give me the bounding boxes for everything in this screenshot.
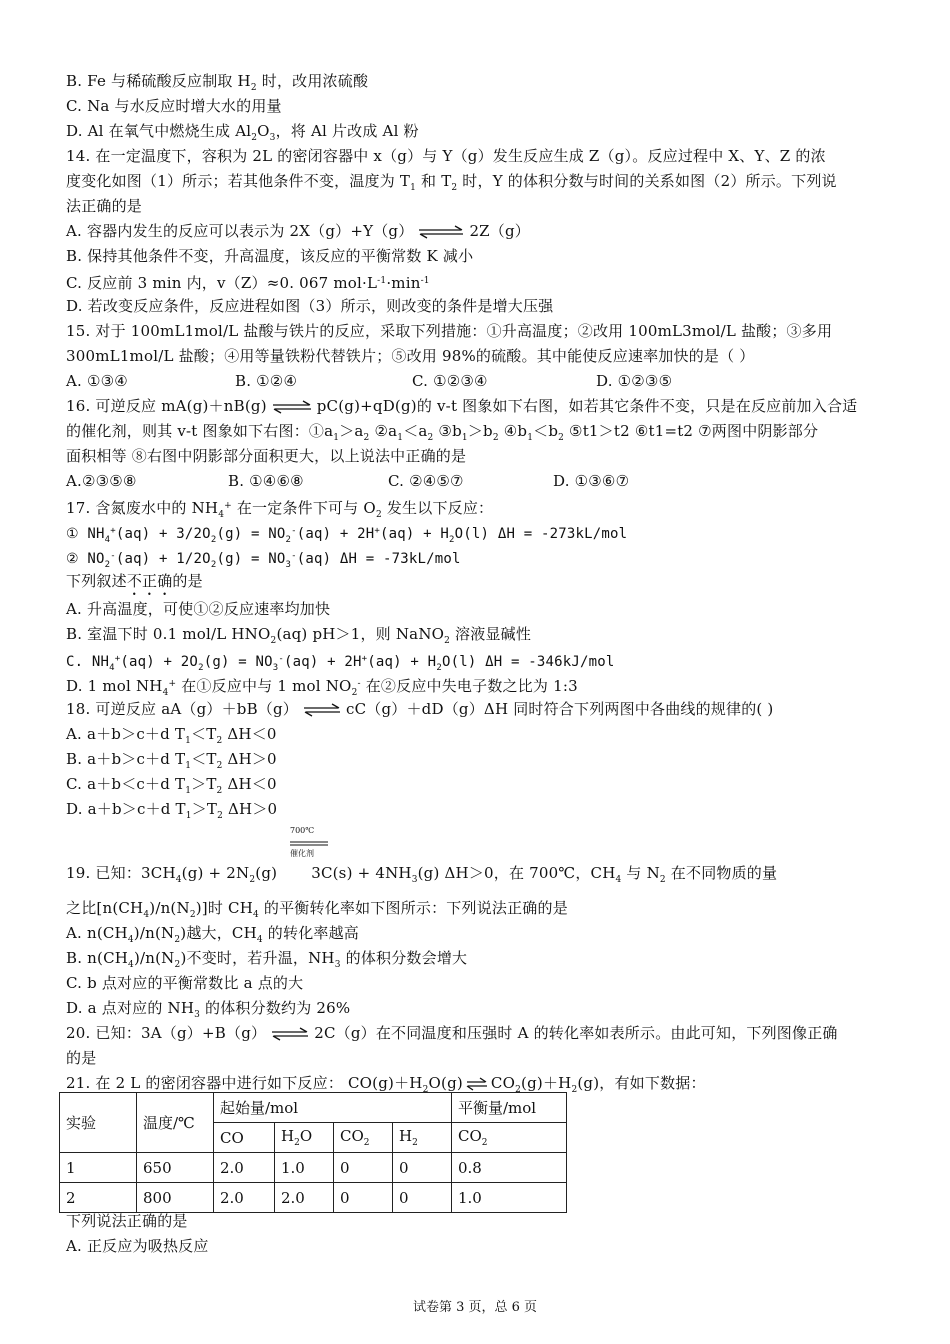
- q19-option-d: D. a 点对应的 $NH_3$ 的体积分数约为 26%: [66, 999, 351, 1020]
- q15-option-d: D. ①②③⑤: [596, 372, 673, 390]
- table-cell: 1.0: [452, 1183, 567, 1213]
- q17-option-c: C. $NH_4^+(aq) + 2O_2(g) = NO_3^-(aq) + 2H^+(aq) + H_2O(l) \Delta H = -346kJ/mol$: [66, 654, 615, 673]
- q15-stem-line1: 15. 对于 100mL1mol/L 盐酸与铁片的反应，采取下列措施：①升高温度；②改用 100mL3mol/L 盐酸；③多用: [66, 322, 833, 340]
- table-header-initial-amount: 起始量/mol: [214, 1093, 452, 1123]
- q14-option-c: C. 反应前 3 min 内，v（Z）≈0. 067 $mol\cdot L^{-1}\cdot\min^{-1}$: [66, 274, 430, 292]
- q15-option-a: A. ①③④: [66, 372, 128, 390]
- q21-question: 下列说法正确的是: [66, 1212, 188, 1230]
- table-cell: 2: [60, 1183, 137, 1213]
- table-cell: 0: [334, 1153, 393, 1183]
- q14-stem-line1: 14. 在一定温度下，容积为 2L 的密闭容器中 x（g）与 Y（g）发生反应生成 Z（g）。反应过程中 X、Y、Z 的浓: [66, 147, 826, 165]
- q21-option-a: A. 正反应为吸热反应: [66, 1237, 209, 1255]
- q13-option-c: C. Na 与水反应时增大水的用量: [66, 97, 282, 115]
- table-cell: 0: [393, 1183, 452, 1213]
- q14-stem-line2: 度变化如图（1）所示；若其他条件不变，温度为 $T_1$ 和 $T_2$ 时，Y 的体积分数与时间的关系如图（2）所示。下列说: [66, 172, 837, 193]
- q18-stem: 18. 可逆反应 aA（g）＋bB（g） cC（g）＋dD（g）ΔH 同时符合下列两图中各曲线的规律的( ): [66, 700, 774, 718]
- table-subheader-h2: $H_2$: [393, 1123, 452, 1153]
- q19-stem-line1: 19. 已知：$3CH_4(g) + 2N_2(g) 3C(s) + 4NH_3(g)$ ΔH＞0，在 700℃，$CH_4$ 与 $N_2$ 在不同物质的量: [66, 864, 778, 885]
- q17-reaction-2: ② $NO_2^-(aq) + 1/2O_2(g) = NO_3^-(aq) \Delta H = -73kL/mol$: [66, 551, 461, 570]
- equilibrium-arrow-icon: [302, 703, 342, 717]
- table-subheader-co: CO: [214, 1123, 275, 1153]
- q16-option-a: A.②③⑤⑧: [66, 472, 137, 490]
- q16-stem-line1: 16. 可逆反应 mA(g)＋nB(g) pC(g)+qD(g)的 v-t 图象如下右图，如若其它条件不变，只是在反应前加入合适: [66, 397, 858, 415]
- q16-option-d: D. ①③⑥⑦: [553, 472, 630, 490]
- q18-option-d: D. a＋b＞c＋d $T_1>T_2$ ΔH＞0: [66, 800, 278, 821]
- q19-option-a: A. $n(CH_4)/n(N_2)$越大，$CH_4$ 的转化率越高: [66, 924, 359, 945]
- table-cell: 800: [137, 1183, 214, 1213]
- q14-option-b: B. 保持其他条件不变，升高温度，该反应的平衡常数 K 减小: [66, 247, 474, 265]
- equilibrium-arrow-icon: [271, 400, 313, 414]
- q19-option-b: B. $n(CH_4)/n(N_2)$不变时，若升温，$NH_3$ 的体积分数会增大: [66, 949, 468, 970]
- q20-stem-line2: 的是: [66, 1049, 97, 1067]
- equilibrium-arrow-icon: [270, 1027, 310, 1041]
- equilibrium-arrow-icon: [417, 225, 465, 239]
- q21-data-table: [59, 1092, 567, 1213]
- q17-question: 下列叙述不正确的是: [66, 572, 203, 590]
- table-row: [60, 1153, 567, 1183]
- q15-stem-line2: 300mL1mol/L 盐酸；④用等量铁粉代替铁片；⑤改用 98%的硫酸。其中能使反应速率加快的是（ ）: [66, 347, 755, 365]
- table-cell: 2.0: [214, 1153, 275, 1183]
- table-subheader-co2-eq: $CO_2$: [452, 1123, 567, 1153]
- q17-stem: 17. 含氮废水中的 $NH_4^+$ 在一定条件下可与 $O_2$ 发生以下反应：: [66, 499, 494, 520]
- q18-option-b: B. a＋b＞c＋d $T_1<T_2$ ΔH＞0: [66, 750, 277, 771]
- table-cell: 2.0: [214, 1183, 275, 1213]
- q21-stem: 21. 在 2 L 的密闭容器中进行如下反应： $CO(g)+H_2O(g)$ $CO_2(g)+H_2(g)$，有如下数据：: [66, 1074, 706, 1095]
- q14-option-d: D. 若改变反应条件，反应进程如图（3）所示，则改变的条件是增大压强: [66, 297, 554, 315]
- table-cell: 1.0: [275, 1153, 334, 1183]
- q16-stem-line2: 的催化剂，则其 v-t 图象如下右图：$①a_1>a_2$ $②a_1<a_2$ $③b_1>b_2$ $④b_1<b_2$ ⑤t1＞t2 ⑥t1=t2 ⑦两图中阴影部分: [66, 422, 819, 443]
- table-header-temperature: 温度/℃: [137, 1093, 214, 1153]
- table-cell: 0.8: [452, 1153, 567, 1183]
- equilibrium-arrow-icon: [465, 1077, 489, 1091]
- q18-option-c: C. a＋b＜c＋d $T_1>T_2$ ΔH＜0: [66, 775, 277, 796]
- q20-stem-line1: 20. 已知：3A（g）+B（g） 2C（g）在不同温度和压强时 A 的转化率如表所示。由此可知，下列图像正确: [66, 1024, 838, 1042]
- q13-option-b: B. Fe 与稀硫酸反应制取 $H_2$ 时，改用浓硫酸: [66, 72, 369, 93]
- table-header-experiment: 实验: [60, 1093, 137, 1153]
- table-row: [60, 1183, 567, 1213]
- table-subheader-h2o: $H_2O$: [275, 1123, 334, 1153]
- q17-option-a: A. 升高温度，可使①②反应速率均加快: [66, 600, 331, 618]
- table-cell: 0: [393, 1153, 452, 1183]
- q16-option-c: C. ②④⑤⑦: [388, 472, 464, 490]
- table-cell: 2.0: [275, 1183, 334, 1213]
- q13-option-d: D. Al 在氧气中燃烧生成 $Al_2O_3$，将 Al 片改成 Al 粉: [66, 122, 419, 143]
- q16-stem-line3: 面积相等 ⑧右图中阴影部分面积更大，以上说法中正确的是: [66, 447, 467, 465]
- q16-option-b: B. ①④⑥⑧: [228, 472, 304, 490]
- table-subheader-co2: $CO_2$: [334, 1123, 393, 1153]
- table-cell: 650: [137, 1153, 214, 1183]
- table-cell: 1: [60, 1153, 137, 1183]
- q14-option-a: A. 容器内发生的反应可以表示为 2X（g）+Y（g） 2Z（g）: [66, 222, 531, 240]
- catalyst-condition-arrow: 700℃ 催化剂: [290, 826, 315, 858]
- q15-option-b: B. ①②④: [235, 372, 298, 390]
- q19-option-c: C. b 点对应的平衡常数比 a 点的大: [66, 974, 304, 992]
- table-cell: 0: [334, 1183, 393, 1213]
- q19-stem-line2: 之比$[n(CH_4)/n(N_2)]$时 $CH_4$ 的平衡转化率如下图所示：下列说法正确的是: [66, 899, 568, 920]
- q17-option-d: D. 1 mol $NH_4^+$ 在①反应中与 1 mol $NO_2^-$ 在②反应中失电子数之比为 1:3: [66, 677, 578, 698]
- q17-reaction-1: ① $NH_4^+(aq) + 3/2O_2(g) = NO_2^-(aq) + 2H^+(aq) + H_2O(l) \Delta H = -273kL/mol$: [66, 526, 628, 545]
- table-header-equilibrium-amount: 平衡量/mol: [452, 1093, 567, 1123]
- q17-option-b: B. 室温下时 0.1 mol/L $HNO_2(aq)$ pH＞1，则 NaNO$_2$ 溶液显碱性: [66, 625, 532, 646]
- q18-option-a: A. a＋b＞c＋d $T_1<T_2$ ΔH＜0: [66, 725, 277, 746]
- page-footer: 试卷第 3 页，总 6 页: [412, 1300, 538, 1315]
- q15-option-c: C. ①②③④: [412, 372, 488, 390]
- q14-stem-line3: 法正确的是: [66, 197, 143, 215]
